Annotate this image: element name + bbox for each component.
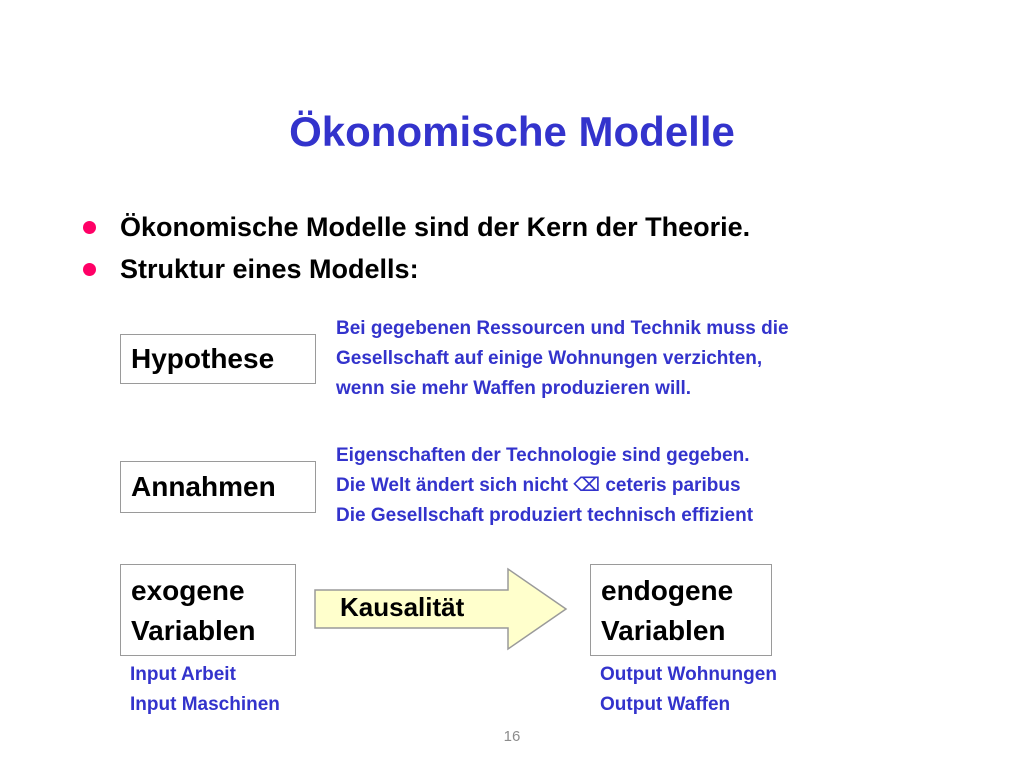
assumptions-note-line: Die Welt ändert sich nicht ⌫ ceteris paribus xyxy=(336,475,741,496)
causality-label: Kausalität xyxy=(340,592,465,622)
bullet-item xyxy=(80,248,750,290)
hypothesis-label: Hypothese xyxy=(131,343,275,374)
bullet-dot-icon xyxy=(83,263,96,276)
hypothesis-note-line: Gesellschaft auf einige Wohnungen verzichten, xyxy=(336,348,763,369)
bullet-list xyxy=(80,206,750,290)
input-item: Input Arbeit xyxy=(130,664,236,685)
endogenous-label-line2: Variablen xyxy=(601,615,726,646)
causality-arrow xyxy=(312,566,572,652)
output-item: Output Wohnungen xyxy=(600,664,777,685)
exogenous-variables-box xyxy=(120,564,296,656)
output-item: Output Waffen xyxy=(600,694,731,715)
bullet-item xyxy=(80,206,750,248)
bullet-text: Ökonomische Modelle sind der Kern der Theorie. xyxy=(120,212,751,242)
exogenous-inputs xyxy=(130,660,280,720)
slide-title: Ökonomische Modelle xyxy=(289,108,735,155)
assumptions-box xyxy=(120,461,316,513)
endogenous-variables-box xyxy=(590,564,772,656)
assumptions-label: Annahmen xyxy=(131,471,276,502)
bullet-text: Struktur eines Modells: xyxy=(120,254,419,284)
assumptions-note-line: Die Gesellschaft produziert technisch effizient xyxy=(336,505,754,526)
page-number: 16 xyxy=(503,728,521,745)
assumptions-note xyxy=(336,441,753,531)
exogenous-label-line2: Variablen xyxy=(131,615,256,646)
bullet-dot-icon xyxy=(83,221,96,234)
hypothesis-box xyxy=(120,334,316,384)
hypothesis-note xyxy=(336,314,789,404)
endogenous-label-line1: endogene xyxy=(601,575,734,606)
hypothesis-note-line: Bei gegebenen Ressourcen und Technik muss die xyxy=(336,318,789,339)
assumptions-note-line: Eigenschaften der Technologie sind gegeben. xyxy=(336,445,750,466)
input-item: Input Maschinen xyxy=(130,694,280,715)
hypothesis-note-line: wenn sie mehr Waffen produzieren will. xyxy=(336,378,692,399)
endogenous-outputs xyxy=(600,660,777,720)
exogenous-label-line1: exogene xyxy=(131,575,245,606)
